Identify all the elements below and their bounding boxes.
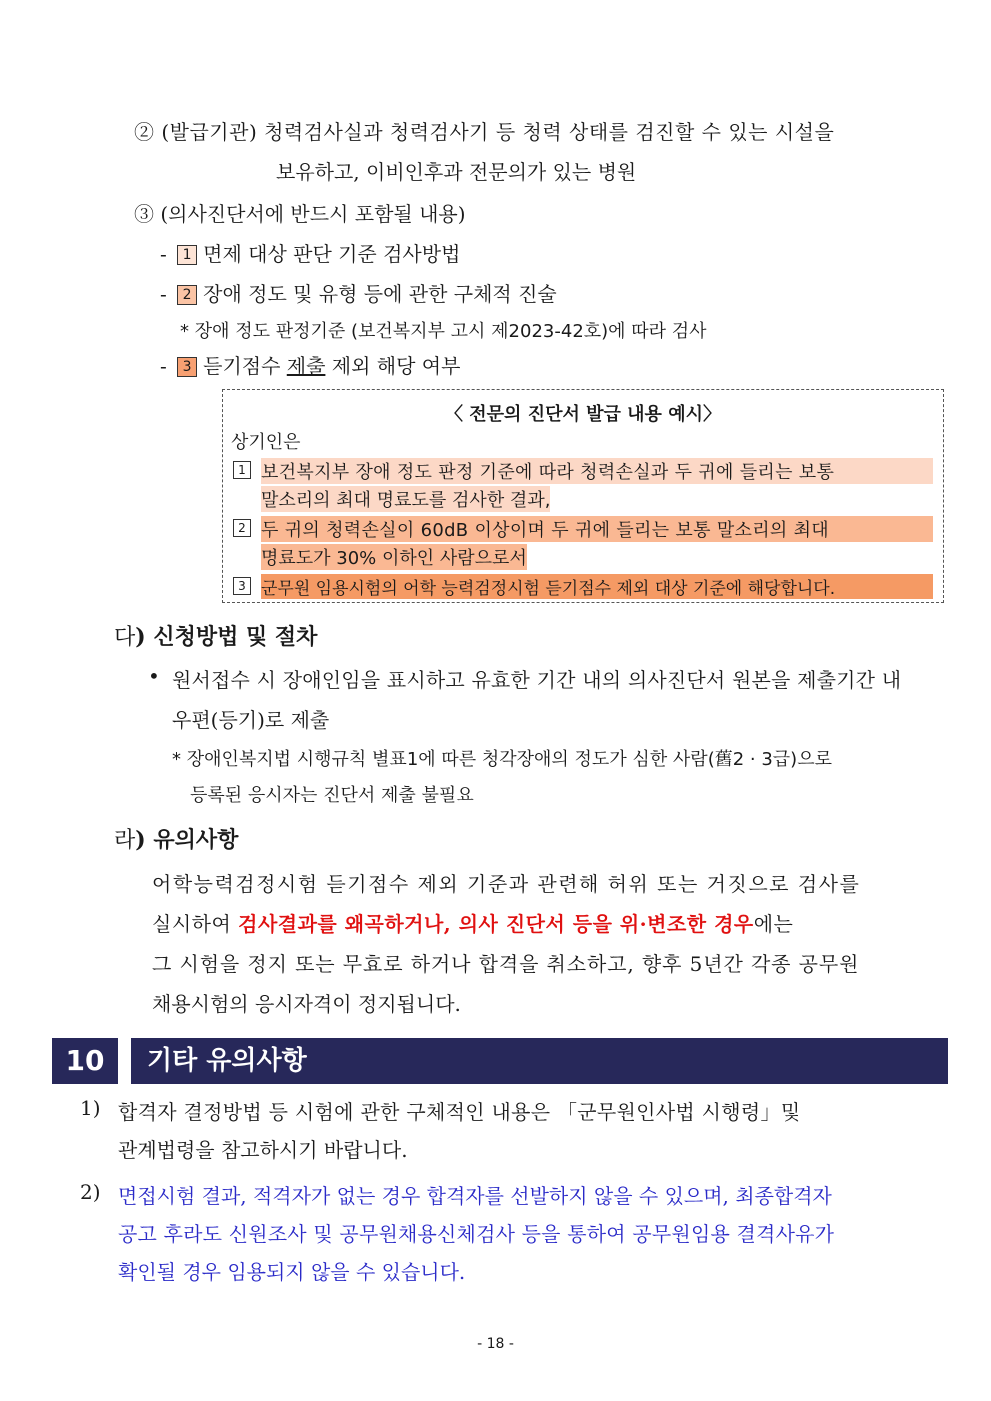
note2-line-a: 면접시험 결과, 적격자가 없는 경우 합격자를 선발하지 않을 수 있으며, 최종합격자	[118, 1184, 832, 1208]
section-title-banner: 기타 유의사항	[131, 1038, 948, 1084]
note1-line-b: 관계법령을 참고하시기 바랍니다.	[118, 1138, 408, 1162]
section-ra-p2-pre: 실시하여	[152, 912, 239, 936]
example-line-3: 군무원 임용시험의 어학 능력검정시험 듣기점수 제외 대상 기준에 해당합니다.	[261, 574, 933, 599]
item3-sub3-underlined: 제출	[286, 354, 326, 378]
section-ra-p1: 어학능력검정시험 듣기점수 제외 기준과 관련해 허위 또는 거짓으로 검사를	[152, 872, 861, 896]
item3-sub3-post: 제외 해당 여부	[325, 354, 461, 378]
section-da-title: ) 신청방법 및 절차	[135, 624, 318, 650]
page-number: - 18 -	[477, 1336, 514, 1352]
section-ra-prefix: 라	[114, 828, 136, 853]
section-ra-p3: 그 시험을 정지 또는 무효로 하거나 합격을 취소하고, 향후 5년간 각종 공무원	[152, 952, 860, 976]
section-da-bullet: •	[148, 664, 160, 688]
example-box-num-1: 1	[233, 461, 251, 479]
note1-number: 1)	[80, 1096, 101, 1120]
item3-sub2-text: 장애 정도 및 유형 등에 관한 구체적 진술	[203, 282, 557, 306]
section-ra-p2	[152, 908, 793, 937]
section-da-prefix: 다	[114, 625, 136, 650]
boxed-number-2: 2	[177, 285, 197, 305]
item2-line2: 보유하고, 이비인후과 전문의가 있는 병원	[276, 160, 637, 184]
example-box-num-2: 2	[233, 519, 251, 537]
section-ra-p4: 채용시험의 응시자격이 정지됩니다.	[152, 992, 461, 1016]
item3-sub1-text: 면제 대상 판단 기준 검사방법	[203, 242, 461, 266]
example-line-2b: 명료도가 30% 이하인 사람으로서	[261, 544, 527, 570]
note2-line-b: 공고 후라도 신원조사 및 공무원채용신체검사 등을 통하여 공무원임용 결격사유가	[118, 1222, 835, 1246]
note2-number: 2)	[80, 1180, 101, 1204]
item3-sub1: - 1 면제 대상 판단 기준 검사방법	[160, 242, 461, 266]
section-da-b1a: 원서접수 시 장애인임을 표시하고 유효한 기간 내의 의사진단서 원본을 제출기간 내	[172, 668, 902, 692]
section-ra-p2-post: 에는	[753, 912, 794, 936]
example-box-num-3: 3	[233, 577, 251, 595]
item2-line1: ② (발급기관) 청력검사실과 청력검사기 등 청력 상태를 검진할 수 있는 시설을	[134, 120, 835, 144]
example-intro: 상기인은	[231, 432, 301, 453]
boxed-number-3: 3	[177, 357, 197, 377]
section-da-note-a: * 장애인복지법 시행규칙 별표1에 따른 청각장애의 정도가 심한 사람(舊2 · 3급)으로	[172, 749, 832, 770]
example-line-1a: 보건복지부 장애 정도 판정 기준에 따라 청력손실과 두 귀에 들리는 보통	[261, 458, 933, 484]
item3-sub2: - 2 장애 정도 및 유형 등에 관한 구체적 진술	[160, 282, 557, 306]
section-ra-heading	[114, 823, 238, 854]
item3-note: * 장애 정도 판정기준 (보건복지부 고시 제2023-42호)에 따라 검사	[180, 321, 707, 342]
example-title: 〈 전문의 진단서 발급 내용 예시〉	[445, 404, 721, 425]
item3-sub3-pre: 듣기점수	[203, 354, 287, 378]
example-box	[222, 389, 944, 603]
section-number-badge: 10	[52, 1038, 118, 1084]
item3-sub3: - 3 듣기점수 제출 제외 해당 여부	[160, 354, 461, 378]
section-da-b1b: 우편(등기)로 제출	[172, 708, 330, 732]
boxed-number-1: 1	[177, 245, 197, 265]
section-ra-title: ) 유의사항	[135, 827, 239, 853]
example-line-2a: 두 귀의 청력손실이 60dB 이상이며 두 귀에 들리는 보통 말소리의 최대	[261, 516, 933, 542]
item3-title: ③ (의사진단서에 반드시 포함될 내용)	[134, 202, 466, 226]
section-da-heading	[114, 620, 317, 651]
example-line-1b: 말소리의 최대 명료도를 검사한 결과,	[261, 486, 550, 512]
section-da-note-b: 등록된 응시자는 진단서 제출 불필요	[190, 785, 474, 806]
section-ra-warning: 검사결과를 왜곡하거나, 의사 진단서 등을 위·변조한 경우	[238, 912, 754, 936]
note2-line-c: 확인될 경우 임용되지 않을 수 있습니다.	[118, 1260, 466, 1284]
note1-line-a: 합격자 결정방법 등 시험에 관한 구체적인 내용은 「군무원인사법 시행령」및	[118, 1100, 801, 1124]
